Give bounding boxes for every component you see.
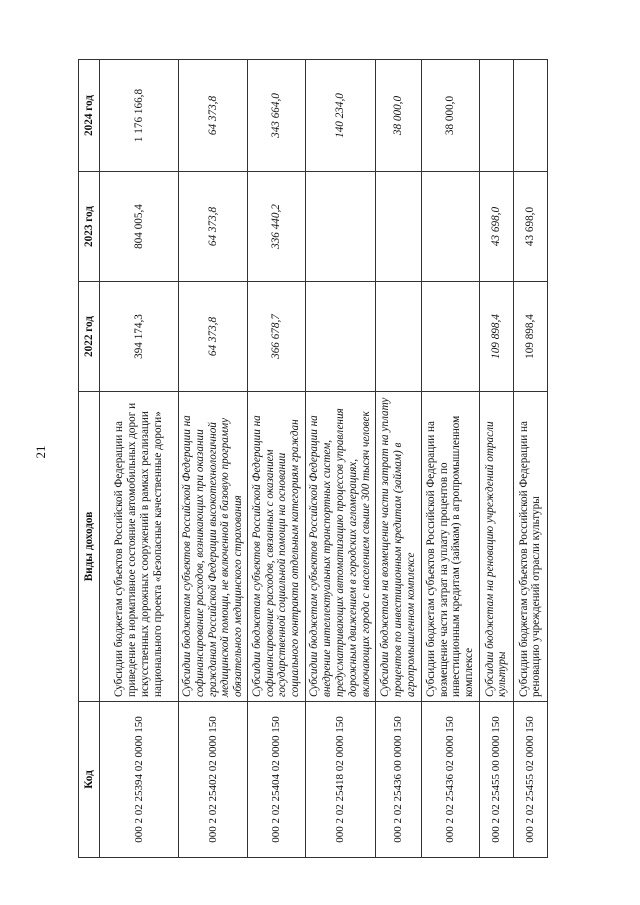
cell-2022 (305, 282, 375, 392)
cell-code: 000 2 02 25436 02 0000 150 (421, 702, 479, 858)
cell-code: 000 2 02 25436 00 0000 150 (375, 702, 421, 858)
cell-2023: 336 440,2 (247, 172, 305, 282)
cell-2023: 43 698,0 (479, 172, 513, 282)
cell-type: Субсидии бюджетам субъектов Российской Федерации на приведение в нормативное состояние автомобильных дорог и искусственных дорожных сооружений в рамках реализации национального проекта «Безопасные качественные дороги» (100, 392, 179, 702)
table-row (479, 60, 513, 858)
cell-2022 (421, 282, 479, 392)
cell-type: Субсидии бюджетам на реновацию учреждений отрасли культуры (479, 392, 513, 702)
cell-type: Субсидии бюджетам субъектов Российской Федерации на внедрение интеллектуальных транспортных систем, предусматривающих автоматизацию процессов управления дорожным движением в городских агломерациях, включающих города с населением свыше 300 тысяч человек (305, 392, 375, 702)
header-code: Код (79, 702, 100, 858)
cell-type: Субсидии бюджетам субъектов Российской Федерации на возмещение части затрат на уплату процентов по инвестиционным кредитам (займам) в агропромышленном комплексе (421, 392, 479, 702)
cell-2022: 64 373,8 (179, 282, 248, 392)
cell-2023: 64 373,8 (179, 172, 248, 282)
cell-code: 000 2 02 25402 02 0000 150 (179, 702, 248, 858)
cell-type: Субсидии бюджетам на возмещение части затрат на уплату процентов по инвестиционным кредитам (займам) в агропромышленном комплексе (375, 392, 421, 702)
header-2022: 2022 год (79, 282, 100, 392)
cell-2022: 109 898,4 (479, 282, 513, 392)
cell-code: 000 2 02 25455 02 0000 150 (513, 702, 547, 858)
cell-2023 (421, 172, 479, 282)
table-row (305, 60, 375, 858)
cell-2024: 38 000,0 (375, 60, 421, 172)
header-2024: 2024 год (79, 60, 100, 172)
cell-code: 000 2 02 25394 02 0000 150 (100, 702, 179, 858)
cell-2023: 804 005,4 (100, 172, 179, 282)
cell-2022: 394 174,3 (100, 282, 179, 392)
table-row (179, 60, 248, 858)
cell-2024: 1 176 166,8 (100, 60, 179, 172)
revenue-table (78, 59, 548, 858)
cell-2024 (479, 60, 513, 172)
cell-2024: 64 373,8 (179, 60, 248, 172)
cell-2024: 38 000,0 (421, 60, 479, 172)
cell-type: Субсидии бюджетам субъектов Российской Федерации на софинансирование расходов, возникающих при оказании гражданам Российской Федерации высокотехнологичной медицинской помощи, не включенной в базовую программу обязательного медицинского страхования (179, 392, 248, 702)
cell-code: 000 2 02 25404 02 0000 150 (247, 702, 305, 858)
cell-2023 (375, 172, 421, 282)
table-header-row (79, 60, 100, 858)
cell-2024: 343 664,0 (247, 60, 305, 172)
header-2023: 2023 год (79, 172, 100, 282)
table-row (513, 60, 547, 858)
cell-2022: 366 678,7 (247, 282, 305, 392)
table-row (247, 60, 305, 858)
cell-2023 (305, 172, 375, 282)
table-row (421, 60, 479, 858)
cell-type: Субсидии бюджетам субъектов Российской Федерации на софинансирование расходов, связанных с оказанием государственной социальной помощи на основании социального контракта отдельным категориям граждан (247, 392, 305, 702)
cell-2022 (375, 282, 421, 392)
cell-2023: 43 698,0 (513, 172, 547, 282)
cell-code: 000 2 02 25455 00 0000 150 (479, 702, 513, 858)
rotated-table-container (78, 60, 592, 858)
cell-code: 000 2 02 25418 02 0000 150 (305, 702, 375, 858)
table-row (100, 60, 179, 858)
table-row (375, 60, 421, 858)
cell-2022: 109 898,4 (513, 282, 547, 392)
cell-2024 (513, 60, 547, 172)
page-number: 21 (33, 445, 48, 459)
header-type: Виды доходов (79, 392, 100, 702)
cell-2024: 140 234,0 (305, 60, 375, 172)
cell-type: Субсидии бюджетам субъектов Российской Федерации на реновацию учреждений отрасли культуры (513, 392, 547, 702)
